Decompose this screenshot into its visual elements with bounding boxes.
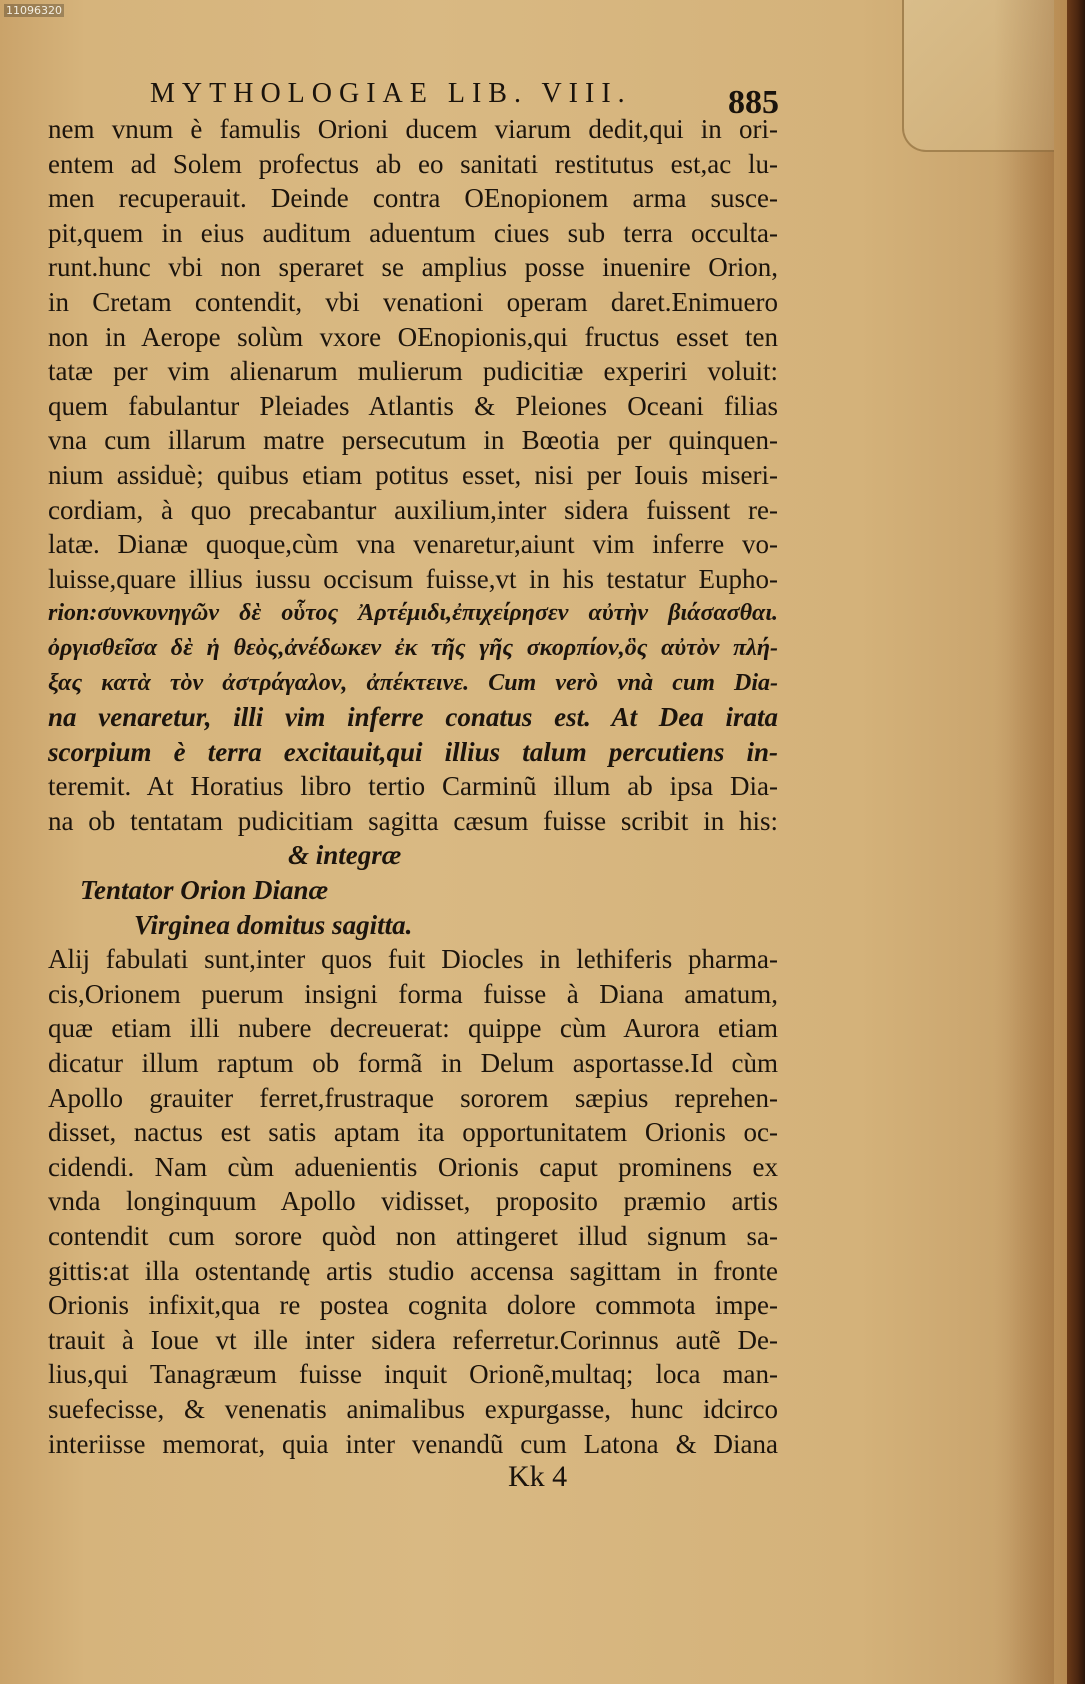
- italic-translation-line: na venaretur, illi vim inferre conatus est. At Dea irata: [48, 702, 778, 733]
- text-line: latæ. Dianæ quoque,cùm vna venaretur,aiunt vim inferre vo-: [48, 529, 778, 560]
- text-line: contendit cum sorore quòd non attingeret illud signum sa-: [48, 1221, 778, 1251]
- running-head: MYTHOLOGIAE LIB. VIII.: [150, 78, 632, 109]
- text-line: Alij fabulati sunt,inter quos fuit Diocles in lethiferis pharma-: [48, 944, 778, 975]
- text-line: trauit à Ioue vt ille inter sidera referretur.Corinnus autẽ De-: [48, 1324, 778, 1355]
- signature-mark: Kk 4: [508, 1460, 568, 1493]
- text-line: nem vnum è famulis Orioni ducem viarum dedit,qui in ori-: [48, 114, 778, 144]
- text-line: entem ad Solem profectus ab eo sanitati restitutus est,ac lu-: [48, 148, 778, 179]
- greek-quote-line: ξας κατὰ τὸν ἀστράγαλον, ἀπέκτεινε. Cum verò vnà cum Dia-: [48, 669, 778, 696]
- text-line: nium assiduè; quibus etiam potitus esset, nisi per Iouis miseri-: [48, 459, 778, 490]
- italic-translation-line: scorpium è terra excitauit,qui illius talum percutiens in-: [48, 736, 778, 767]
- text-line: quem fabulantur Pleiades Atlantis & Pleiones Oceani filias: [48, 390, 778, 421]
- text-line: tatæ per vim alienarum mulierum pudicitiæ experiri voluit:: [48, 356, 778, 387]
- text-line: Apollo grauiter ferret,frustraque sororem sæpius reprehen-: [48, 1082, 778, 1113]
- verse-line: Virginea domitus sagitta.: [134, 909, 413, 940]
- text-line: cidendi. Nam cùm aduenientis Orionis caput prominens ex: [48, 1151, 778, 1182]
- text-line: runt.hunc vbi non speraret se amplius posse inuenire Orion,: [48, 252, 778, 283]
- verse-line: Tentator Orion Dianæ: [80, 875, 329, 906]
- greek-quote-line: ὀργισθεῖσα δὲ ἡ θεὸς,ἀνέδωκεν ἐκ τῆς γῆς σκορπίον,ὃς αὐτὸν πλή-: [48, 634, 778, 661]
- text-line: interiisse memorat, quia inter venandũ cum Latona & Diana: [48, 1428, 778, 1459]
- greek-quote-line: rion:συνκυνηγῶν δὲ οὗτος Ἀρτέμιδι,ἐπιχείρησεν αὐτὴν βιάσασθαι.: [48, 600, 778, 627]
- page-number: 885: [728, 84, 779, 121]
- text-line: cis,Orionem puerum insigni forma fuisse à Diana amatum,: [48, 978, 778, 1009]
- text-line: pit,quem in eius auditum aduentum ciues sub terra occulta-: [48, 217, 778, 248]
- text-line: na ob tentatam pudicitiam sagitta cæsum fuisse scribit in his:: [48, 805, 778, 836]
- reference-id: 11096320: [6, 4, 62, 17]
- book-spine: [1067, 0, 1085, 1684]
- text-line: quæ etiam illi nubere decreuerat: quippe cùm Aurora etiam: [48, 1013, 778, 1044]
- text-line: lius,qui Tanagræum fuisse inquit Orionẽ,multaq; loca man-: [48, 1359, 778, 1390]
- text-line: in Cretam contendit, vbi venationi operam daret.Enimuero: [48, 286, 778, 317]
- body-text: [48, 112, 778, 1461]
- text-line: vnda longinquum Apollo vidisset, proposito præmio artis: [48, 1186, 778, 1217]
- text-line: dicatur illum raptum ob formã in Delum asportasse.Id cùm: [48, 1048, 778, 1079]
- text-line: gittis:at illa ostentandę artis studio accensa sagittam in fronte: [48, 1255, 778, 1286]
- text-line: Orionis infixit,qua re postea cognita dolore commota impe-: [48, 1290, 778, 1321]
- text-line: non in Aerope solùm vxore OEnopionis,qui fructus esset ten: [48, 321, 778, 352]
- text-line: suefecisse, & venenatis animalibus expurgasse, hunc idcirco: [48, 1393, 778, 1424]
- text-line: luisse,quare illius iussu occisum fuisse,vt in his testatur Eupho-: [48, 563, 778, 594]
- text-line: disset, nactus est satis aptam ita opportunitatem Orionis oc-: [48, 1117, 778, 1148]
- verse-line: & integræ: [288, 840, 402, 871]
- text-line: cordiam, à quo precabantur auxilium,inter sidera fuissent re-: [48, 494, 778, 525]
- text-line: teremit. At Horatius libro tertio Carminũ illum ab ipsa Dia-: [48, 771, 778, 802]
- text-line: vna cum illarum matre persecutum in Bœotia per quinquen-: [48, 425, 778, 456]
- text-line: men recuperauit. Deinde contra OEnopionem arma susce-: [48, 183, 778, 214]
- edge-stain: [994, 0, 1054, 1684]
